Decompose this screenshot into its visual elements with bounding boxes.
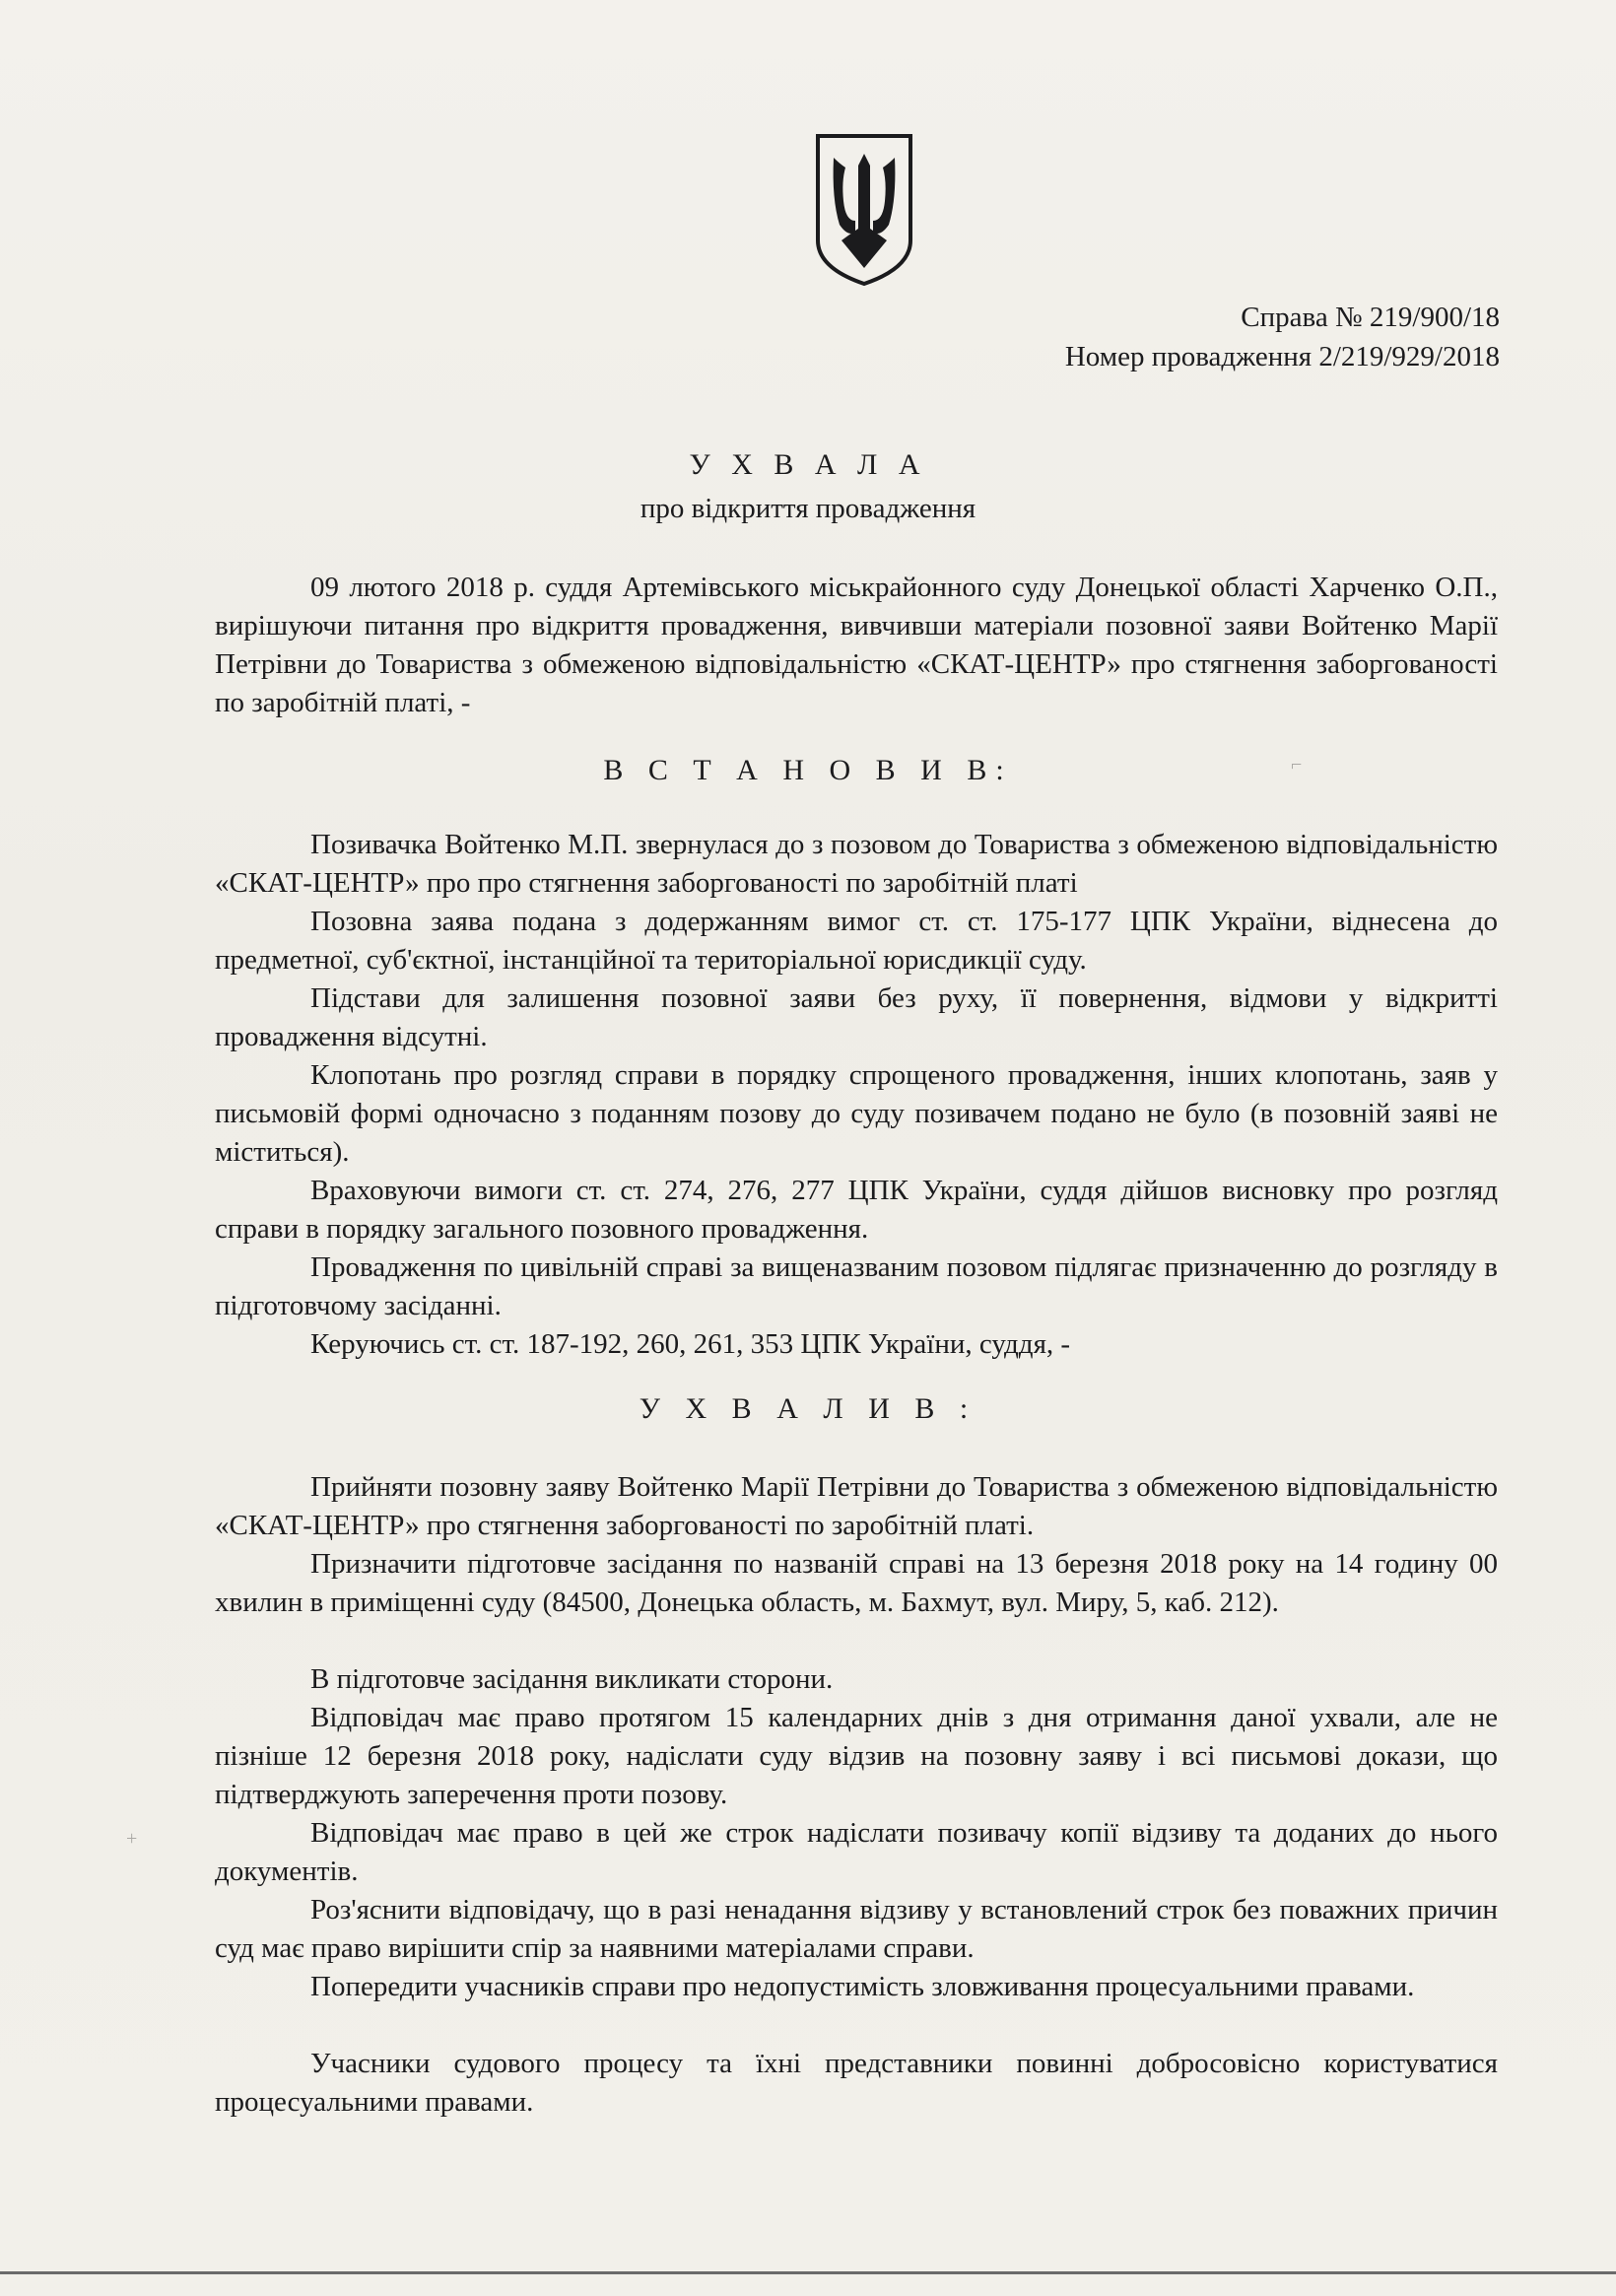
ruled-paragraph: Відповідач має право в цей же строк надіслати позивачу копії відзиву та доданих до нього документів.	[215, 1817, 1498, 1887]
case-number: Справа № 219/900/18	[1241, 302, 1500, 333]
ruled-paragraph: Учасники судового процесу та їхні представники повинні добросовісно користуватися процесуальними правами.	[215, 2048, 1498, 2118]
intro-paragraph: 09 лютого 2018 р. суддя Артемівського міськрайонного суду Донецької області Харченко О.П., вирішуючи питання про відкриття провадження, вивчивши матеріали позовної заяви Войтенко Марії Петрівни до Товариства з обмеженою відповідальністю «СКАТ-ЦЕНТР» про стягнення заборгованості по заробітній платі, -	[215, 572, 1498, 718]
case-number-block	[1065, 298, 1500, 376]
ruled-heading: У Х В А Л И В :	[639, 1392, 977, 1425]
established-paragraph: Керуючись ст. ст. 187-192, 260, 261, 353 ЦПК України, суддя, -	[310, 1328, 1071, 1360]
established-paragraph: Підстави для залишення позовної заяви без руху, її повернення, відмови у відкритті провадження відсутні.	[215, 982, 1498, 1052]
document-title: У Х В А Л А	[689, 448, 927, 481]
proceeding-number: Номер провадження 2/219/929/2018	[1064, 341, 1500, 372]
pen-mark: ⌐	[1291, 754, 1303, 776]
page-edge	[0, 2271, 1616, 2274]
ruled-paragraph: Попередити учасників справи про недопустимість зловживання процесуальними правами.	[310, 1971, 1415, 2002]
ruled-paragraph: Роз'яснити відповідачу, що в разі ненадання відзиву у встановлений строк без поважних причин суд має право вирішити спір за наявними матеріалами справи.	[215, 1894, 1498, 1964]
document-subtitle: про відкриття провадження	[640, 493, 976, 524]
ruled-paragraph: В підготовче засідання викликати сторони.	[310, 1663, 834, 1695]
established-paragraph: Провадження по цивільній справі за вищеназваним позовом підлягає призначенню до розгляду в підготовчому засіданні.	[215, 1251, 1498, 1321]
established-paragraph: Клопотань про розгляд справи в порядку спрощеного провадження, інших клопотань, заяв у письмовій формі одночасно з поданням позову до суду позивачем подано не було (в позовній заяві не міститься).	[215, 1059, 1498, 1168]
ruled-paragraph: Призначити підготовче засідання по названій справі на 13 березня 2018 року на 14 годину 00 хвилин в приміщенні суду (84500, Донецька область, м. Бахмут, вул. Миру, 5, каб. 212).	[215, 1548, 1498, 1618]
established-paragraph: Враховуючи вимоги ст. ст. 274, 276, 277 ЦПК України, суддя дійшов висновку про розгляд справи в порядку загального позовного провадження.	[215, 1175, 1498, 1245]
ruled-paragraph: Прийняти позовну заяву Войтенко Марії Петрівни до Товариства з обмеженою відповідальністю «СКАТ-ЦЕНТР» про стягнення заборгованості по заробітній платі.	[215, 1471, 1498, 1541]
established-heading: В С Т А Н О В И В:	[603, 754, 1013, 786]
trident-coat-of-arms-icon	[810, 130, 918, 288]
pen-mark: +	[126, 1828, 138, 1850]
established-paragraph: Позовна заява подана з додержанням вимог ст. ст. 175-177 ЦПК України, віднесена до предметної, суб'єктної, інстанційної та територіальної юрисдикції суду.	[215, 906, 1498, 976]
ruled-paragraph: Відповідач має право протягом 15 календарних днів з дня отримання даної ухвали, але не пізніше 12 березня 2018 року, надіслати суду відзив на позовну заяву і всі письмові докази, що підтверджують заперечення проти позову.	[215, 1702, 1498, 1810]
established-paragraph: Позивачка Войтенко М.П. звернулася до з позовом до Товариства з обмеженою відповідальністю «СКАТ-ЦЕНТР» про про стягнення заборгованості по заробітній платі	[215, 829, 1498, 899]
